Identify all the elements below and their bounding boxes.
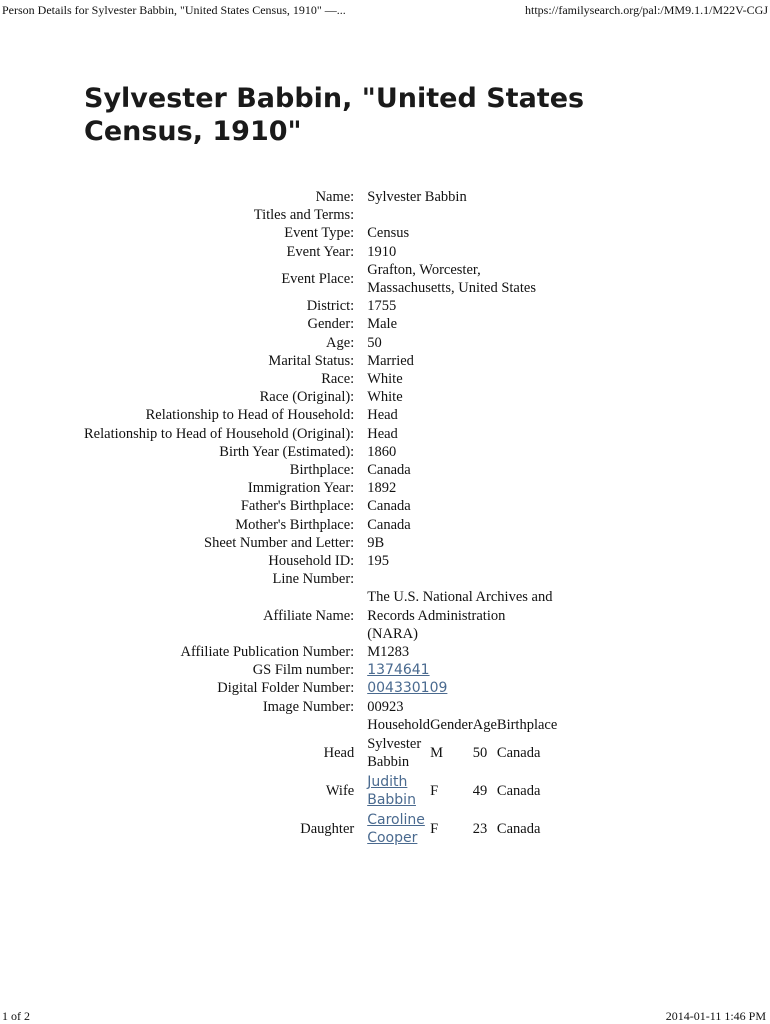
age-header: Age [472, 716, 497, 733]
household-table [367, 716, 557, 848]
field-row-affiliate-pub [84, 643, 557, 661]
field-row-event-place [84, 261, 557, 297]
field-value: Canada [367, 516, 411, 533]
member-age: 50 [472, 744, 488, 761]
household-relations [84, 716, 367, 848]
field-label: Mother's Birthplace: [235, 516, 355, 533]
field-value [367, 570, 557, 588]
gs-film-link[interactable]: 1374641 [367, 662, 430, 679]
member-name: Sylvester Babbin [367, 735, 422, 771]
field-value: 50 [367, 334, 382, 351]
field-value [367, 679, 557, 697]
print-header-title: Person Details for Sylvester Babbin, "United States Census, 1910" —... [2, 3, 346, 17]
field-label: Race (Original): [259, 389, 355, 406]
field-label: Father's Birthplace: [240, 498, 355, 515]
member-name-link[interactable]: Judith Babbin [367, 773, 416, 809]
field-value: M1283 [367, 644, 410, 661]
field-row-relationship [84, 406, 557, 424]
page-title: Sylvester Babbin, "United States Census, 1910" [84, 83, 585, 147]
household-header: Household [367, 716, 431, 733]
member-gender: M [430, 744, 443, 761]
field-label: Gender: [307, 316, 355, 333]
household-header-row [367, 716, 557, 734]
field-label: GS Film number: [252, 662, 355, 679]
field-row-gs-film [84, 661, 557, 679]
field-label: Age: [326, 334, 355, 351]
field-label: District: [306, 298, 355, 315]
member-birthplace: Canada [496, 820, 541, 837]
field-row-gender [84, 315, 557, 333]
field-value [367, 206, 557, 224]
birthplace-header: Birthplace [496, 716, 558, 733]
member-birthplace: Canada [496, 782, 541, 799]
field-value: 00923 [367, 698, 404, 715]
field-value: Census [367, 225, 410, 242]
field-row-race [84, 370, 557, 388]
field-row-immigration-year [84, 479, 557, 497]
field-label: Line Number: [272, 571, 355, 588]
member-name-cell [367, 772, 430, 810]
field-value: Head [367, 425, 398, 442]
field-row-name [84, 188, 557, 206]
member-birthplace: Canada [496, 744, 541, 761]
member-gender: F [430, 820, 439, 837]
field-value: 1910 [367, 243, 397, 260]
household-row [367, 772, 557, 810]
field-row-race-original [84, 388, 557, 406]
field-label: Marital Status: [268, 352, 355, 369]
member-name-link[interactable]: Caroline Cooper [367, 811, 425, 847]
field-row-household-id [84, 552, 557, 570]
field-label: Event Year: [286, 243, 355, 260]
field-value: Grafton, Worcester, Massachusetts, United States [367, 261, 536, 297]
field-row-district [84, 297, 557, 315]
member-age: 49 [472, 782, 488, 799]
field-label: Event Place: [281, 270, 355, 287]
member-name-cell [367, 810, 430, 848]
digital-folder-link[interactable]: 004330109 [367, 680, 448, 697]
household-relation: Head [323, 745, 355, 762]
member-age: 23 [472, 820, 488, 837]
field-row-age [84, 334, 557, 352]
field-value: White [367, 371, 403, 388]
field-label: Birth Year (Estimated): [219, 443, 355, 460]
member-gender: F [430, 782, 439, 799]
field-label: Event Type: [284, 225, 355, 242]
field-label: Affiliate Name: [263, 607, 355, 624]
field-row-event-type [84, 224, 557, 242]
field-value: 1892 [367, 480, 397, 497]
field-value: Head [367, 407, 398, 424]
field-row-event-year [84, 243, 557, 261]
household-table-cell [367, 716, 557, 848]
field-label: Birthplace: [289, 462, 355, 479]
field-value [367, 661, 557, 679]
print-timestamp: 2014-01-11 1:46 PM [665, 1009, 766, 1023]
person-details-table [84, 188, 557, 848]
field-row-marital-status [84, 352, 557, 370]
gender-header: Gender [430, 716, 473, 733]
field-label: Immigration Year: [247, 480, 355, 497]
field-row-birthplace [84, 461, 557, 479]
print-header-url: https://familysearch.org/pal:/MM9.1.1/M22V-CGJ [525, 3, 768, 17]
field-value: 195 [367, 553, 389, 570]
field-row-image-number [84, 698, 557, 716]
household-relation: Daughter [300, 821, 355, 838]
field-value: White [367, 389, 403, 406]
print-header [0, 0, 770, 20]
field-value: Sylvester Babbin [367, 189, 467, 205]
field-row-birth-year [84, 443, 557, 461]
page-count: 1 of 2 [2, 1009, 30, 1023]
field-label: Titles and Terms: [253, 207, 355, 224]
field-label: Digital Folder Number: [217, 680, 355, 697]
household-relation: Wife [325, 783, 355, 800]
field-value: Canada [367, 462, 411, 479]
field-value: Married [367, 352, 414, 369]
field-label: Relationship to Head of Household (Original): [84, 425, 355, 442]
print-footer [0, 1008, 770, 1024]
field-value: Male [367, 316, 398, 333]
field-row-relationship-original [84, 425, 557, 443]
field-value: 9B [367, 534, 385, 551]
field-value: 1755 [367, 298, 397, 315]
field-label: Household ID: [268, 553, 355, 570]
field-label: Sheet Number and Letter: [204, 534, 355, 551]
household-section [84, 716, 557, 848]
field-label: Race: [321, 371, 355, 388]
field-row-sheet [84, 534, 557, 552]
household-row [367, 734, 557, 772]
field-label: Affiliate Publication Number: [180, 644, 355, 661]
field-label: Image Number: [262, 698, 355, 715]
field-row-father-birthplace [84, 497, 557, 515]
field-row-affiliate-name [84, 588, 557, 643]
field-row-titles [84, 206, 557, 224]
household-row [367, 810, 557, 848]
field-row-mother-birthplace [84, 516, 557, 534]
field-value: Canada [367, 498, 411, 515]
field-label: Name: [315, 189, 355, 205]
field-row-digital-folder [84, 679, 557, 697]
field-row-line-number [84, 570, 557, 588]
field-value: 1860 [367, 443, 397, 460]
field-label: Relationship to Head of Household: [145, 407, 355, 424]
field-value: The U.S. National Archives and Records Administration (NARA) [367, 589, 553, 642]
